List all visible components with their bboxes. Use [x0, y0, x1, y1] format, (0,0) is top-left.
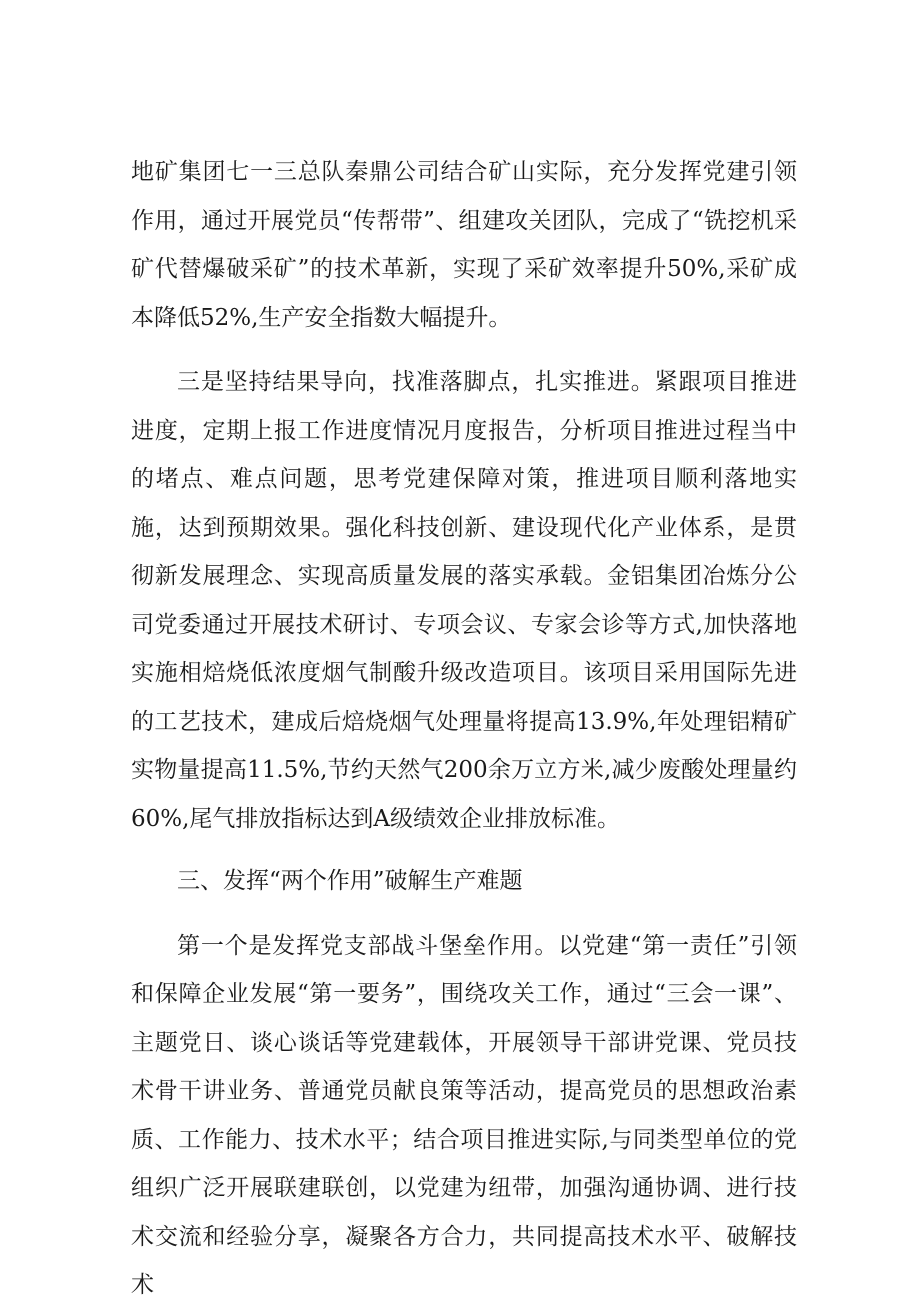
paragraph-results-oriented: 三是坚持结果导向，找准落脚点，扎实推进。紧跟项目推进进度，定期上报工作进度情况月度报告，分析项目推进过程当中的堵点、难点问题，思考党建保障对策，推进项目顺利落地实施，达到预期效果。强化科技创新、建设现代化产业体系，是贯彻新发展理念、实现高质量发展的落实承载。金铝集团冶炼分公司党委通过开展技术研讨、专项会议、专家会诊等方式,加快落地实施相焙烧低浓度烟气制酸升级改造项目。该项目采用国际先进的工艺技术，建成后焙烧烟气处理量将提高13.9%,年处理铝精矿实物量提高11.5%,节约天然气200余万立方米,减少废酸处理量约60%,尾气排放指标达到A级绩效企业排放标准。	[131, 369, 797, 832]
paragraph-party-branch: 第一个是发挥党支部战斗堡垒作用。以党建“第一责任”引领和保障企业发展“第一要务”，围绕攻关工作，通过“三会一课”、主题党日、谈心谈话等党建载体，开展领导干部讲党课、党员技术骨干讲业务、普通党员献良策等活动，提高党员的思想政治素质、工作能力、技术水平；结合项目推进实际,与同类型单位的党组织广泛开展联建联创，以党建为纽带，加强沟通协调、进行技术交流和经验分享，凝聚各方合力，共同提高技术水平、破解技术	[131, 932, 797, 1298]
paragraph-intro: 地矿集团七一三总队秦鼎公司结合矿山实际，充分发挥党建引领作用，通过开展党员“传帮带”、组建攻关团队，完成了“铣挖机采矿代替爆破采矿”的技术革新，实现了采矿效率提升50%,采矿成本降低52%,生产安全指数大幅提升。	[131, 159, 797, 331]
document-page	[131, 148, 797, 1310]
section-heading-two-roles: 三、发挥“两个作用”破解生产难题	[177, 868, 523, 894]
